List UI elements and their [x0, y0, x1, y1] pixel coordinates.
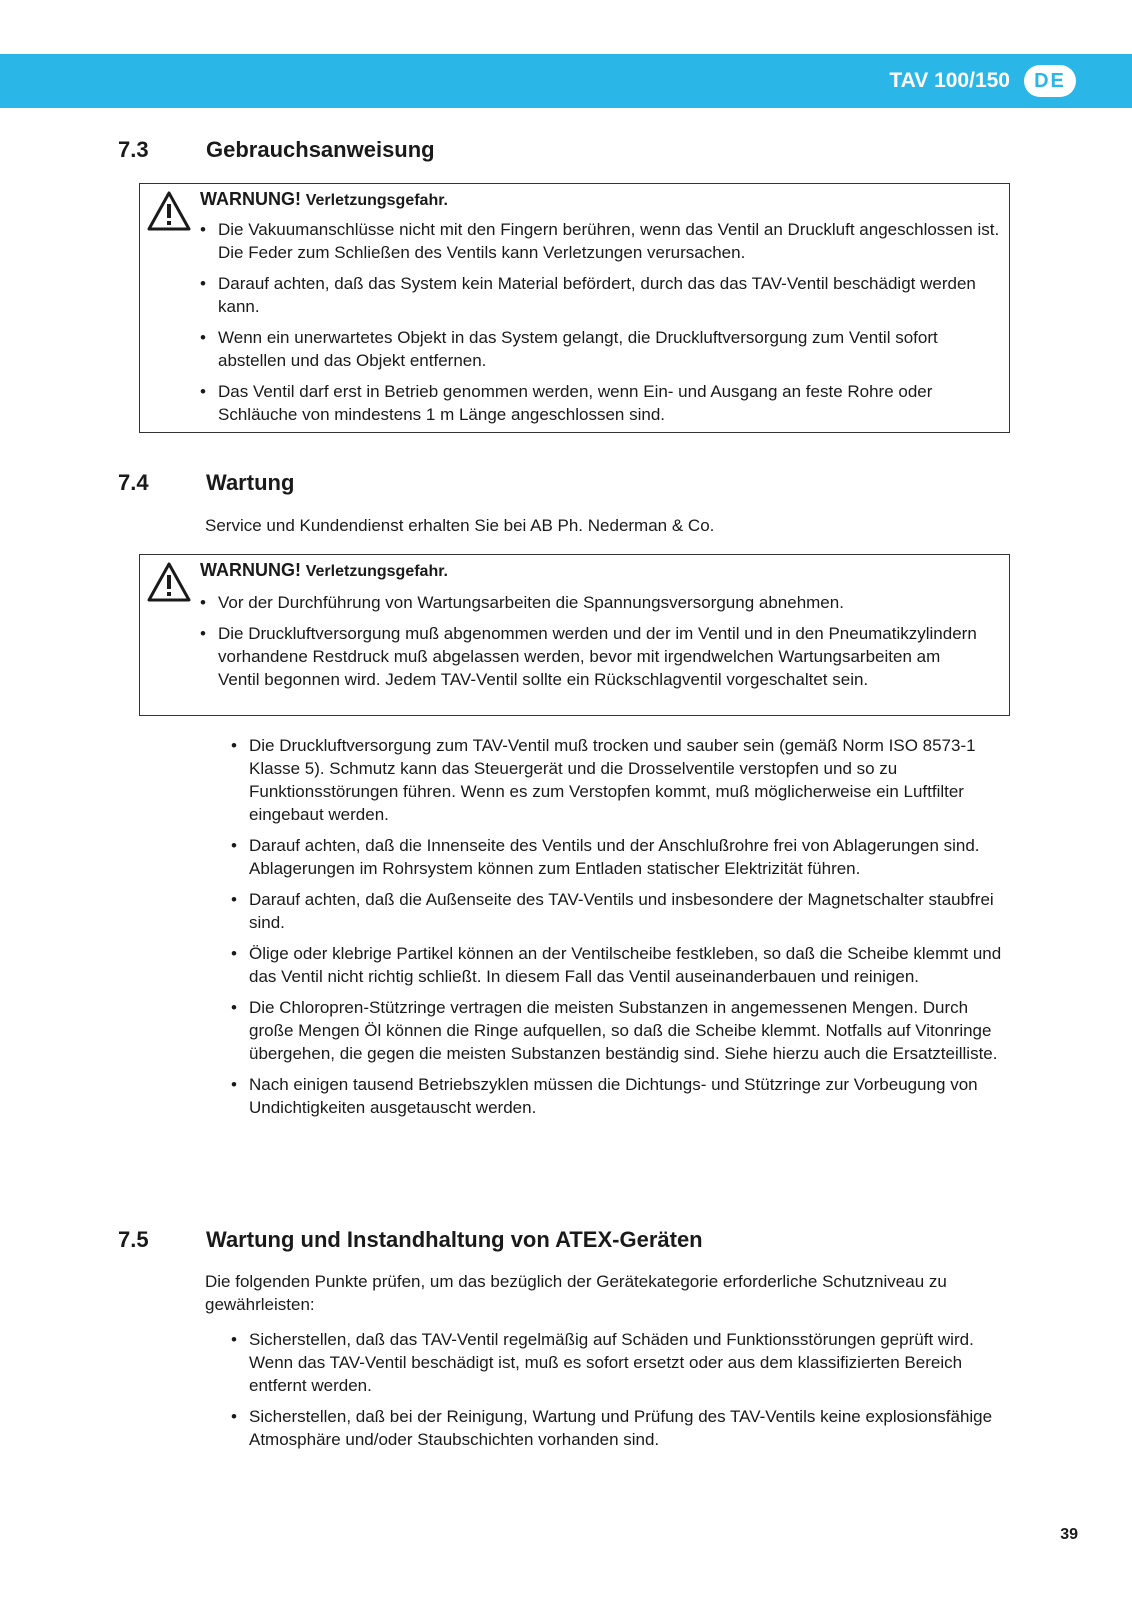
list-item: • Nach einigen tausend Betriebszyklen müssen die Dichtungs- und Stützringe zur Vorbeugung von Undichtigkeiten ausgetauscht werden.: [231, 1073, 1011, 1119]
language-badge: DE: [1024, 65, 1076, 97]
warning-text: Verletzungsgefahr.: [305, 192, 448, 209]
warning-triangle-icon: [146, 561, 192, 603]
list-item: • Darauf achten, daß das System kein Material befördert, durch das das TAV-Ventil beschädigt werden kann.: [200, 272, 1000, 318]
warning-heading: [200, 559, 448, 583]
section-number: 7.3: [118, 137, 149, 162]
section-number: 7.4: [118, 470, 149, 495]
list-item: • Das Ventil darf erst in Betrieb genommen werden, wenn Ein- und Ausgang an feste Rohre oder Schläuche von mindestens 1 m Länge angeschlossen sind.: [200, 380, 1000, 426]
section-intro: Service und Kundendienst erhalten Sie bei AB Ph. Nederman & Co.: [205, 516, 715, 535]
list-item: • Sicherstellen, daß bei der Reinigung, Wartung und Prüfung des TAV-Ventils keine explosionsfähige Atmosphäre und/oder Staubschichten vorhanden sind.: [231, 1405, 1001, 1451]
warning-label: WARNUNG!: [200, 189, 301, 209]
warning-text: Verletzungsgefahr.: [305, 563, 448, 580]
section-title: Wartung und Instandhaltung von ATEX-Geräten: [206, 1227, 703, 1252]
section-intro: Die folgenden Punkte prüfen, um das bezüglich der Gerätekategorie erforderliche Schutzniveau zu gewährleisten:: [205, 1272, 947, 1314]
section-title: Gebrauchsanweisung: [206, 137, 435, 162]
list-item: • Sicherstellen, daß das TAV-Ventil regelmäßig auf Schäden und Funktionsstörungen geprüft wird. Wenn das TAV-Ventil beschädigt ist, muß es sofort ersetzt oder aus dem klassifizierten Bereich entfernt werden.: [231, 1328, 1001, 1397]
maintenance-list: [231, 734, 1011, 1119]
warning-box-7-3: [139, 183, 1010, 433]
list-item: • Die Druckluftversorgung muß abgenommen werden und der im Ventil und in den Pneumatikzylindern vorhandene Restdruck muß abgelassen werden, bevor mit irgendwelchen Wartungsarbeiten am Ventil begonnen wird. Jedem TAV-Ventil sollte ein Rückschlagventil vorgeschaltet sein.: [200, 622, 980, 691]
product-title: TAV 100/150: [889, 69, 1010, 92]
warning-heading: [200, 188, 448, 212]
list-item: • Wenn ein unerwartetes Objekt in das System gelangt, die Druckluftversorgung zum Ventil sofort abstellen und das Objekt entfernen.: [200, 326, 1000, 372]
page-number: 39: [1060, 1526, 1078, 1543]
list-item: • Vor der Durchführung von Wartungsarbeiten die Spannungsversorgung abnehmen.: [200, 591, 980, 614]
section-number: 7.5: [118, 1227, 149, 1252]
section-title: Wartung: [206, 470, 295, 495]
list-item: • Darauf achten, daß die Außenseite des TAV-Ventils und insbesondere der Magnetschalter staubfrei sind.: [231, 888, 1011, 934]
list-item: • Die Druckluftversorgung zum TAV-Ventil muß trocken und sauber sein (gemäß Norm ISO 8573-1 Klasse 5). Schmutz kann das Steuergerät und die Drosselventile verstopfen und so zu Funktionsstörungen führen. Wenn es zum Verstopfen kommt, muß möglicherweise ein Luftfilter eingebaut werden.: [231, 734, 1011, 826]
warning-list: [200, 591, 980, 691]
warning-label: WARNUNG!: [200, 560, 301, 580]
warning-list: [200, 218, 1000, 426]
list-item: • Die Vakuumanschlüsse nicht mit den Fingern berühren, wenn das Ventil an Druckluft angeschlossen ist. Die Feder zum Schließen des Ventils kann Verletzungen verursachen.: [200, 218, 1000, 264]
warning-triangle-icon: [146, 190, 192, 232]
list-item: • Darauf achten, daß die Innenseite des Ventils und der Anschlußrohre frei von Ablagerungen sind. Ablagerungen im Rohrsystem können zum Entladen statischer Elektrizität führen.: [231, 834, 1011, 880]
warning-box-7-4: [139, 554, 1010, 716]
header-bar: [0, 54, 1132, 108]
list-item: • Die Chloropren-Stützringe vertragen die meisten Substanzen in angemessenen Mengen. Durch große Mengen Öl können die Ringe aufquellen, so daß die Scheibe klemmt. Notfalls auf Vitonringe übergehen, die gegen die meisten Substanzen beständig sind. Siehe hierzu auch die Ersatzteilliste.: [231, 996, 1011, 1065]
atex-list: [231, 1328, 1001, 1451]
list-item: • Ölige oder klebrige Partikel können an der Ventilscheibe festkleben, so daß die Scheibe klemmt und das Ventil nicht richtig schließt. In diesem Fall das Ventil auseinanderbauen und reinigen.: [231, 942, 1011, 988]
